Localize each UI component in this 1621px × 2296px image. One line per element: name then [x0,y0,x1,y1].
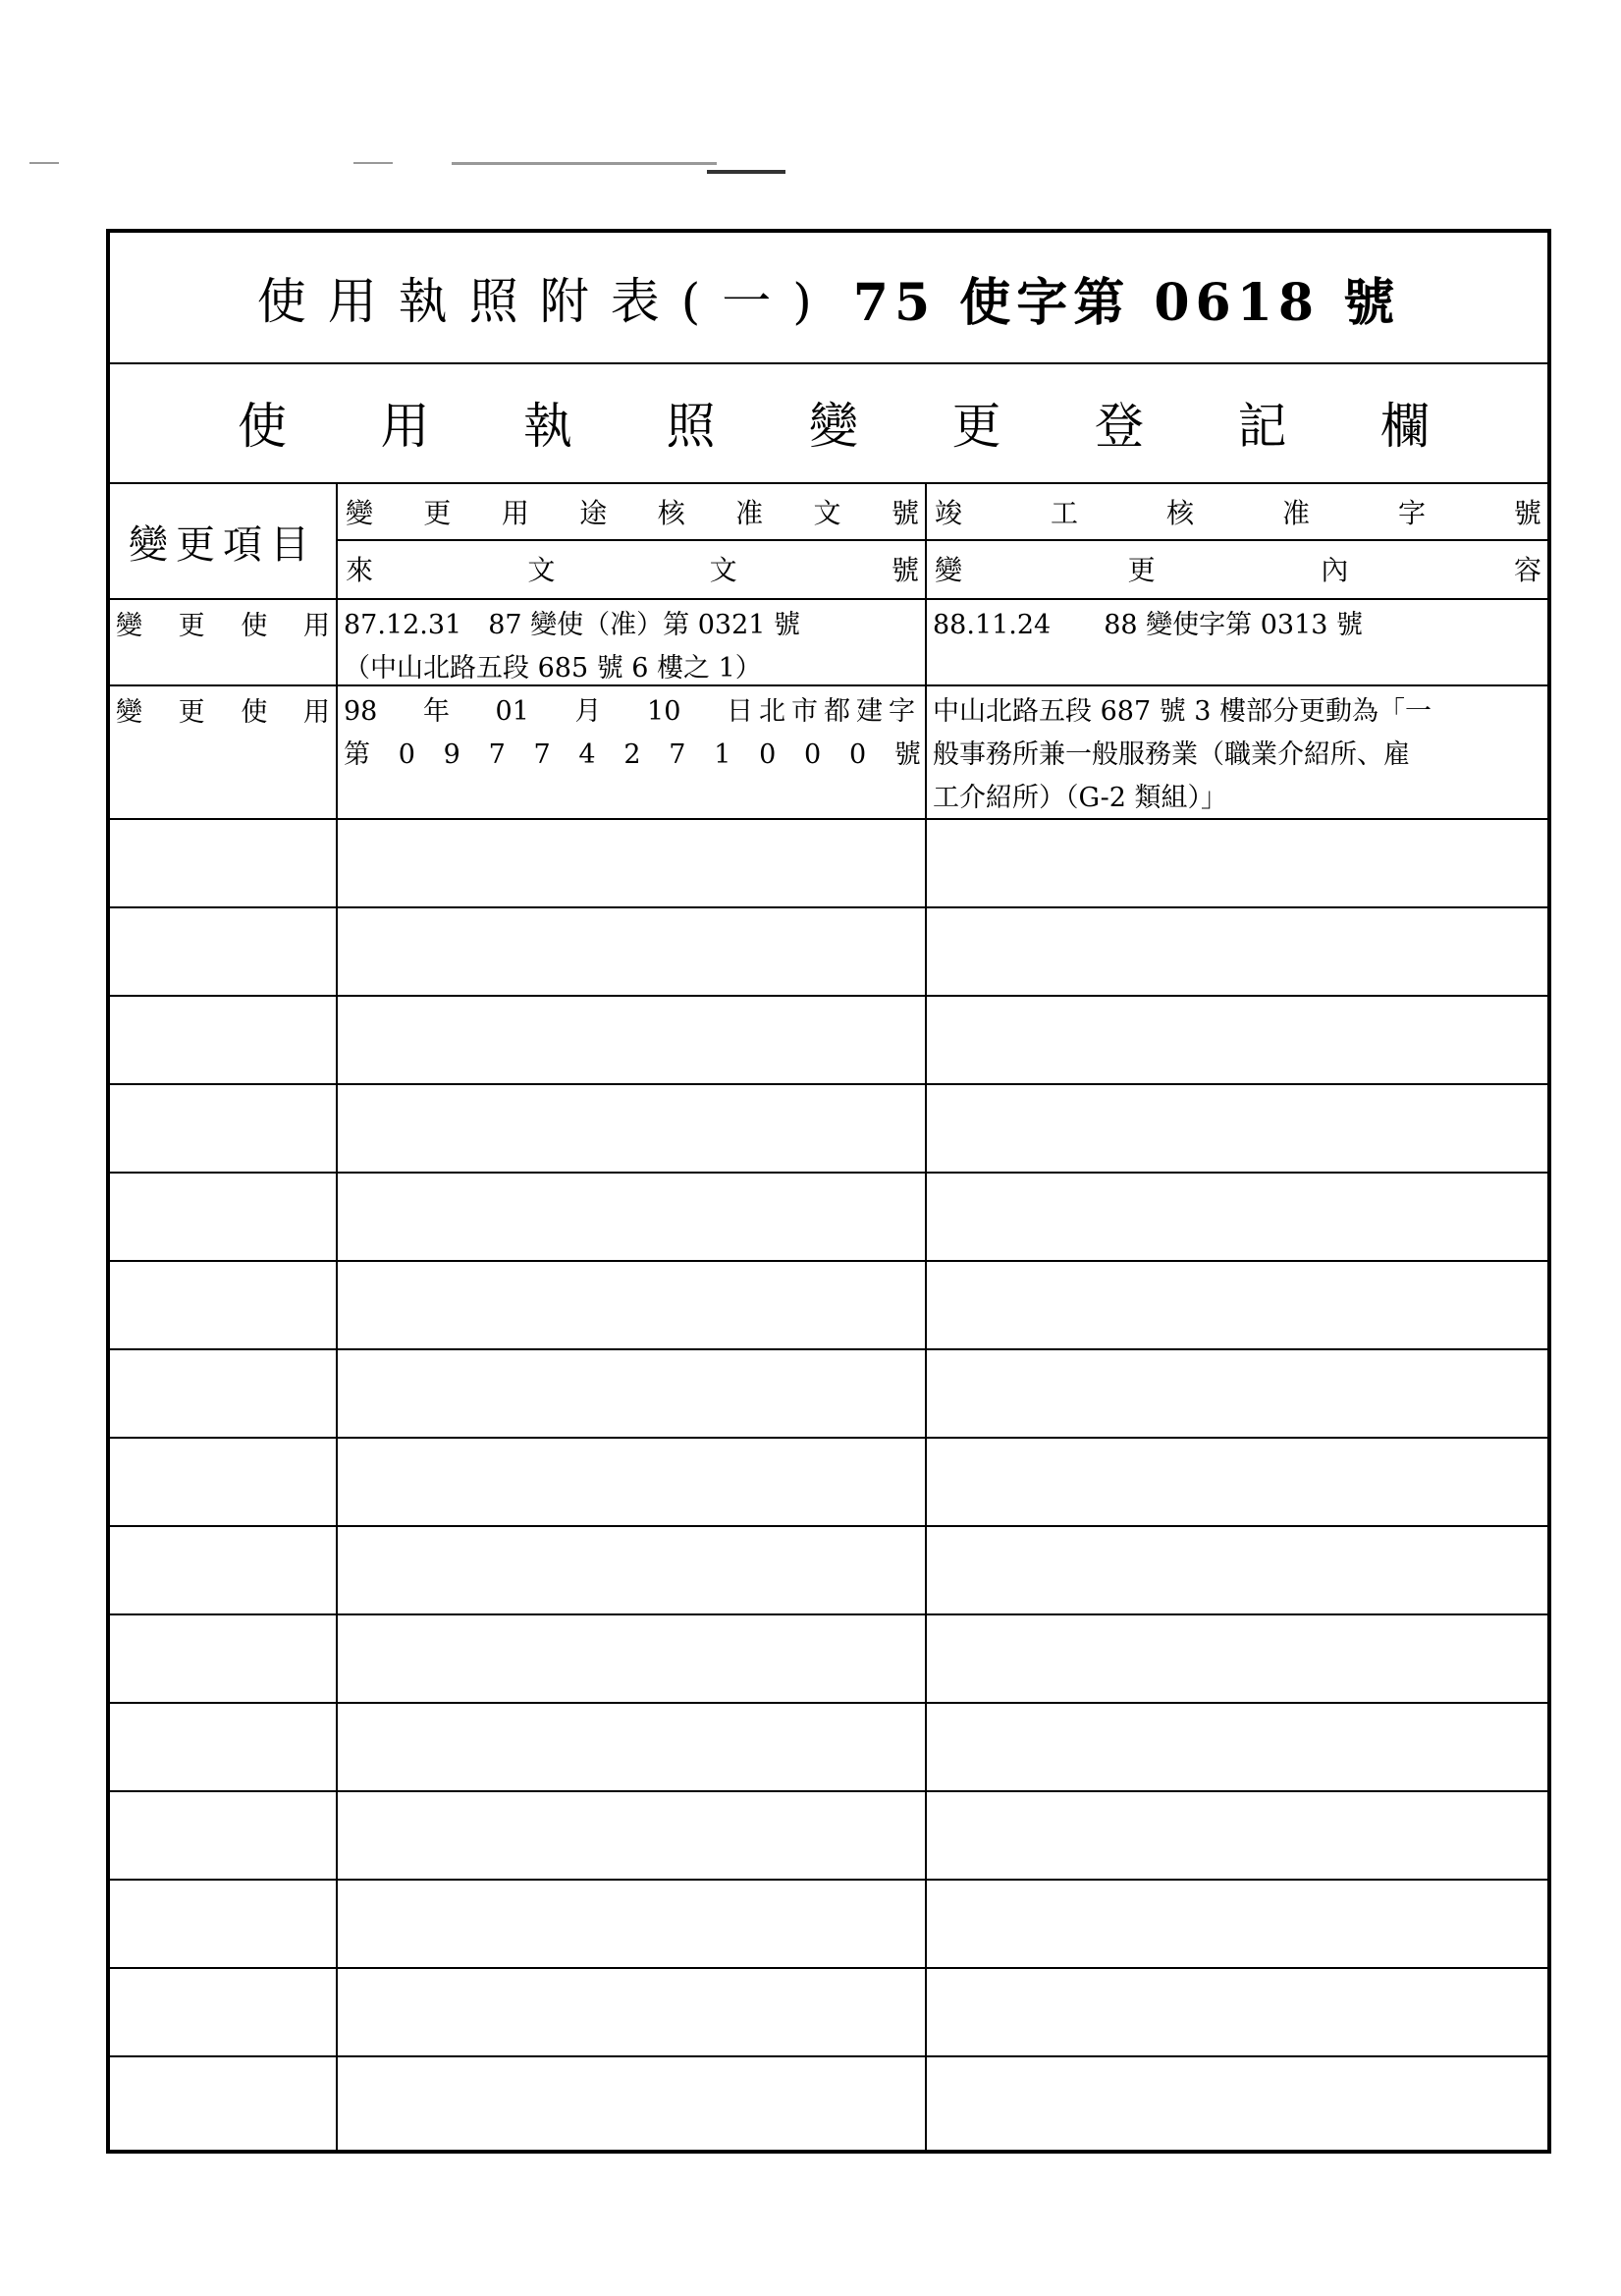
header-char: 文 [813,497,841,529]
table-row [110,684,1547,820]
item-char: 使 [241,611,268,641]
header-char: 號 [891,497,919,529]
doc-part: 98 [344,696,378,727]
item-char: 變 [116,697,142,728]
doc-part: 0 [848,739,867,770]
doc-part: 01 [495,696,529,727]
doc-part: 1 [714,739,731,770]
approval-no-line: 88.11.24 88 變使字第 0313 號 [933,610,1364,640]
header-char: 來 [346,554,374,586]
doc-no-cell [340,604,925,690]
empty-row [110,1525,1547,1615]
form-title: 使用執照附表(一) [256,273,834,330]
empty-row [110,995,1547,1085]
scan-noise [707,170,785,174]
empty-row [110,1879,1547,1969]
header-char: 內 [1321,554,1349,586]
subtitle-char: 執 [523,398,572,455]
header-char: 更 [1127,554,1156,586]
header-char: 文 [709,554,737,586]
empty-row [110,818,1547,908]
doc-part: 7 [488,739,506,770]
scan-noise [29,162,59,164]
item-char: 更 [178,697,205,728]
header-char: 變 [935,554,963,586]
subtitle-char: 記 [1237,398,1287,455]
header-char: 核 [1165,497,1194,529]
header-char: 竣 [935,497,963,529]
header-char: 變 [346,497,374,529]
change-item-cell [110,690,336,729]
table-row [110,598,1547,686]
empty-row [110,1172,1547,1262]
content-cell [929,690,1547,820]
empty-row [110,1613,1547,1704]
content-line: 工介紹所）（G-2 類組）」 [933,783,1227,813]
subtitle-char: 變 [809,398,858,455]
empty-row [110,1348,1547,1439]
doc-part: 7 [669,739,686,770]
empty-row [110,1083,1547,1174]
item-char: 更 [178,611,205,641]
header-incoming-doc-no [340,541,925,596]
doc-part: 月 [574,696,602,727]
empty-row [110,2055,1547,2144]
doc-part: 0 [804,739,822,770]
content-cell [929,604,1547,647]
empty-row [110,1790,1547,1881]
table-header [110,484,1547,600]
header-char: 號 [891,554,919,586]
item-char: 變 [116,611,142,641]
subtitle-char: 欄 [1380,398,1430,455]
doc-part: 10 [647,696,681,727]
doc-address-line: （中山北路五段 685 號 6 樓之 1） [344,653,762,683]
doc-no-line: 87.12.31 87 變使（准）第 0321 號 [344,610,801,640]
doc-part: 0 [759,739,777,770]
doc-part: 2 [623,739,641,770]
header-char: 字 [1397,497,1426,529]
subtitle-row [110,362,1547,484]
header-char: 用 [501,497,529,529]
doc-part: 9 [443,739,460,770]
header-change-item: 變更項目 [129,521,317,568]
header-char: 核 [657,497,685,529]
header-char: 更 [423,497,452,529]
doc-date-line [344,690,921,734]
scan-noise [452,162,717,165]
header-char: 容 [1513,554,1541,586]
doc-part: 號 [893,739,921,770]
license-form [106,229,1551,2154]
subtitle-char: 更 [951,398,1001,455]
doc-no-cell [340,690,925,777]
subtitle-char: 登 [1095,398,1144,455]
license-number: 75 使字第 0618 號 [852,272,1401,333]
header-char: 准 [735,497,764,529]
item-char: 用 [302,611,330,641]
header-char: 准 [1281,497,1310,529]
subtitle-char: 用 [380,398,430,455]
title-row [110,233,1547,364]
empty-row [110,1702,1547,1792]
doc-part: 第 [344,739,370,770]
subtitle-char: 使 [238,398,287,455]
item-char: 用 [302,697,330,728]
change-item-cell [110,604,336,642]
empty-row [110,1260,1547,1350]
header-char: 文 [527,554,556,586]
header-char: 工 [1050,497,1078,529]
doc-part: 日北市都建字 [726,696,921,727]
header-char: 號 [1513,497,1541,529]
doc-part: 0 [398,739,415,770]
empty-row [110,1437,1547,1527]
header-change-content [929,541,1547,596]
doc-part: 7 [533,739,551,770]
header-approval-doc-no [340,484,925,539]
change-table [110,484,1547,2150]
item-char: 使 [241,697,268,728]
doc-part: 年 [422,696,450,727]
header-completion-approval-no [929,484,1547,539]
empty-row [110,906,1547,997]
empty-row [110,1967,1547,2057]
content-line: 般事務所兼一般服務業（職業介紹所、雇 [933,739,1410,770]
content-line: 中山北路五段 687 號 3 樓部分更動為「一 [933,696,1432,727]
scan-noise [353,162,393,164]
doc-number-line [344,734,921,777]
doc-part: 4 [578,739,596,770]
header-char: 途 [579,497,608,529]
subtitle-char: 照 [666,398,716,455]
